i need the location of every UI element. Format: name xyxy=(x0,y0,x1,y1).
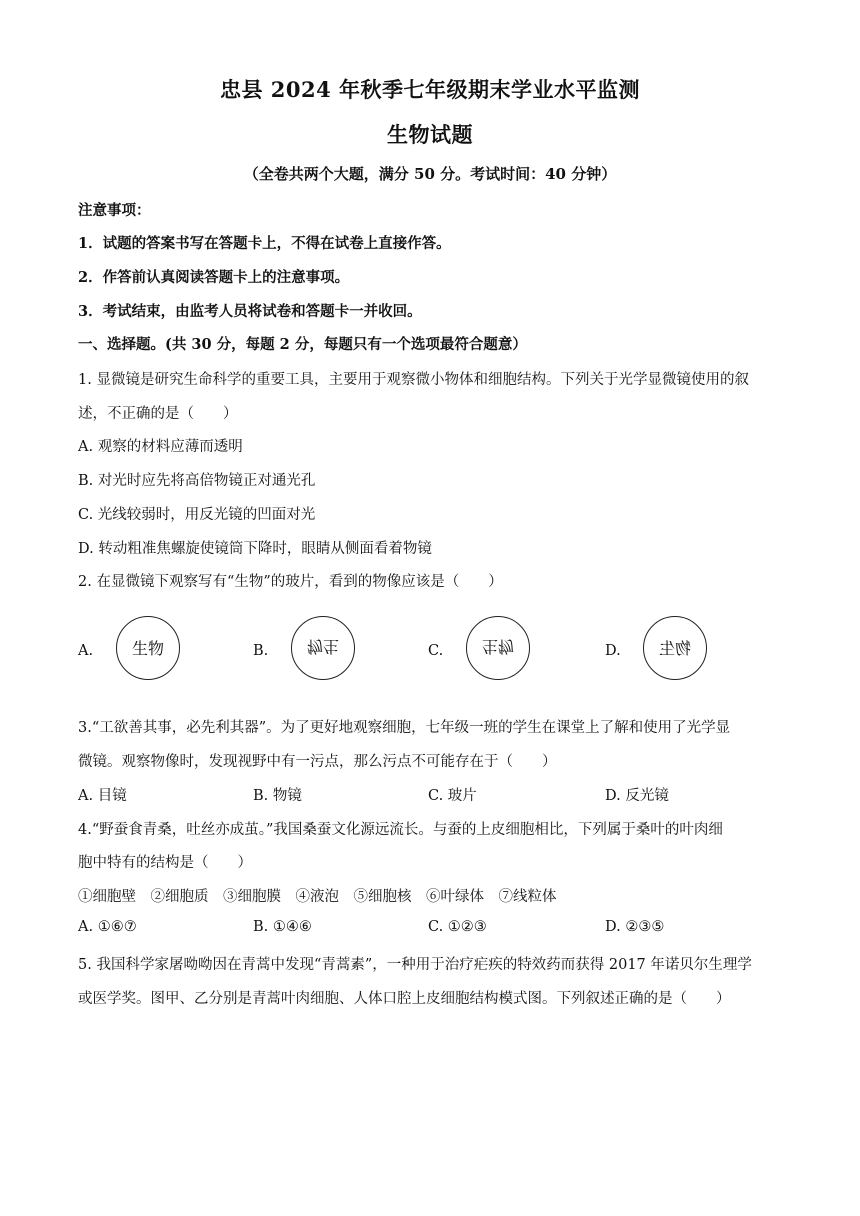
q1-option-a: A. 观察的材料应薄而透明 xyxy=(78,439,243,455)
q3-stem-line2: 微镜。观察物像时，发现视野中有一污点，那么污点不可能存在于（ ） xyxy=(78,754,557,770)
q2-option-d-letter: D. xyxy=(605,643,621,659)
q2-option-a-letter: A. xyxy=(78,643,94,659)
q3-option-d: D. 反光镜 xyxy=(605,788,669,804)
microscope-view-circle xyxy=(643,616,707,680)
notice-item-1: 1．试题的答案书写在答题卡上，不得在试卷上直接作答。 xyxy=(78,235,451,252)
q4-option-c: C. ①②③ xyxy=(428,919,487,935)
notice-heading: 注意事项： xyxy=(78,202,151,219)
q4-stem-line2: 胞中特有的结构是（ ） xyxy=(78,855,252,871)
q2-stem: 2. 在显微镜下观察写有“生物”的玻片，看到的物像应该是（ ） xyxy=(78,574,503,590)
q4-structure-list: ①细胞壁 ②细胞质 ③细胞膜 ④液泡 ⑤细胞核 ⑥叶绿体 ⑦线粒体 xyxy=(78,889,557,905)
q3-option-c: C. 玻片 xyxy=(428,788,477,804)
microscope-view-circle xyxy=(466,616,530,680)
microscope-view-circle xyxy=(116,616,180,680)
q4-options xyxy=(78,919,778,939)
q4-option-b: B. ①④⑥ xyxy=(253,919,312,935)
q1-stem-line1: 1. 显微镜是研究生命科学的重要工具，主要用于观察微小物体和细胞结构。下列关于光学显微镜使用的叙 xyxy=(78,372,749,388)
exam-title: 忠县 2024 年秋季七年级期末学业水平监测 xyxy=(219,77,641,102)
q4-option-d: D. ②③⑤ xyxy=(605,919,665,935)
q1-option-c: C. 光线较弱时，用反光镜的凹面对光 xyxy=(78,507,316,523)
notice-item-2: 2．作答前认真阅读答题卡上的注意事项。 xyxy=(78,269,350,286)
q1-option-b: B. 对光时应先将高倍物镜正对通光孔 xyxy=(78,473,316,489)
q2-options xyxy=(78,614,778,684)
q5-stem-line2: 或医学奖。图甲、乙分别是青蒿叶肉细胞、人体口腔上皮细胞结构模式图。下列叙述正确的是（ ） xyxy=(78,991,731,1007)
q2-option-b-image-text: 物生 xyxy=(306,637,339,656)
q4-stem-line1: 4.“野蚕食青桑，吐丝亦成茧。”我国桑蚕文化源远流长。与蚕的上皮细胞相比，下列属于桑叶的叶肉细 xyxy=(78,822,723,838)
section1-heading: 一、选择题。(共 30 分，每题 2 分，每题只有一个选项最符合题意） xyxy=(78,336,527,353)
q2-option-b-letter: B. xyxy=(253,643,269,659)
q2-option-a-image-text: 生物 xyxy=(131,639,164,658)
q3-option-a: A. 目镜 xyxy=(78,788,127,804)
notice-item-3: 3．考试结束，由监考人员将试卷和答题卡一并收回。 xyxy=(78,303,422,320)
exam-subject: 生物试题 xyxy=(387,122,473,147)
q2-option-c-image-text: 生物 xyxy=(481,637,514,656)
q3-options xyxy=(78,784,778,804)
q2-option-d-image-text: 物生 xyxy=(659,639,692,658)
q1-stem-line2: 述，不正确的是（ ） xyxy=(78,406,238,422)
microscope-view-circle xyxy=(291,616,355,680)
q2-option-c-letter: C. xyxy=(428,643,444,659)
q4-option-a: A. ①⑥⑦ xyxy=(78,919,137,935)
exam-info: （全卷共两个大题，满分 50 分。考试时间：40 分钟） xyxy=(243,165,617,183)
q5-stem-line1: 5. 我国科学家屠呦呦因在青蒿中发现“青蒿素”，一种用于治疗疟疾的特效药而获得 2017 年诺贝尔生理学 xyxy=(78,957,752,973)
q3-stem-line1: 3.“工欲善其事，必先利其器”。为了更好地观察细胞，七年级一班的学生在课堂上了解和使用了光学显 xyxy=(78,720,731,736)
q3-option-b: B. 物镜 xyxy=(253,788,302,804)
q1-option-d: D. 转动粗准焦螺旋使镜筒下降时，眼睛从侧面看着物镜 xyxy=(78,541,432,557)
